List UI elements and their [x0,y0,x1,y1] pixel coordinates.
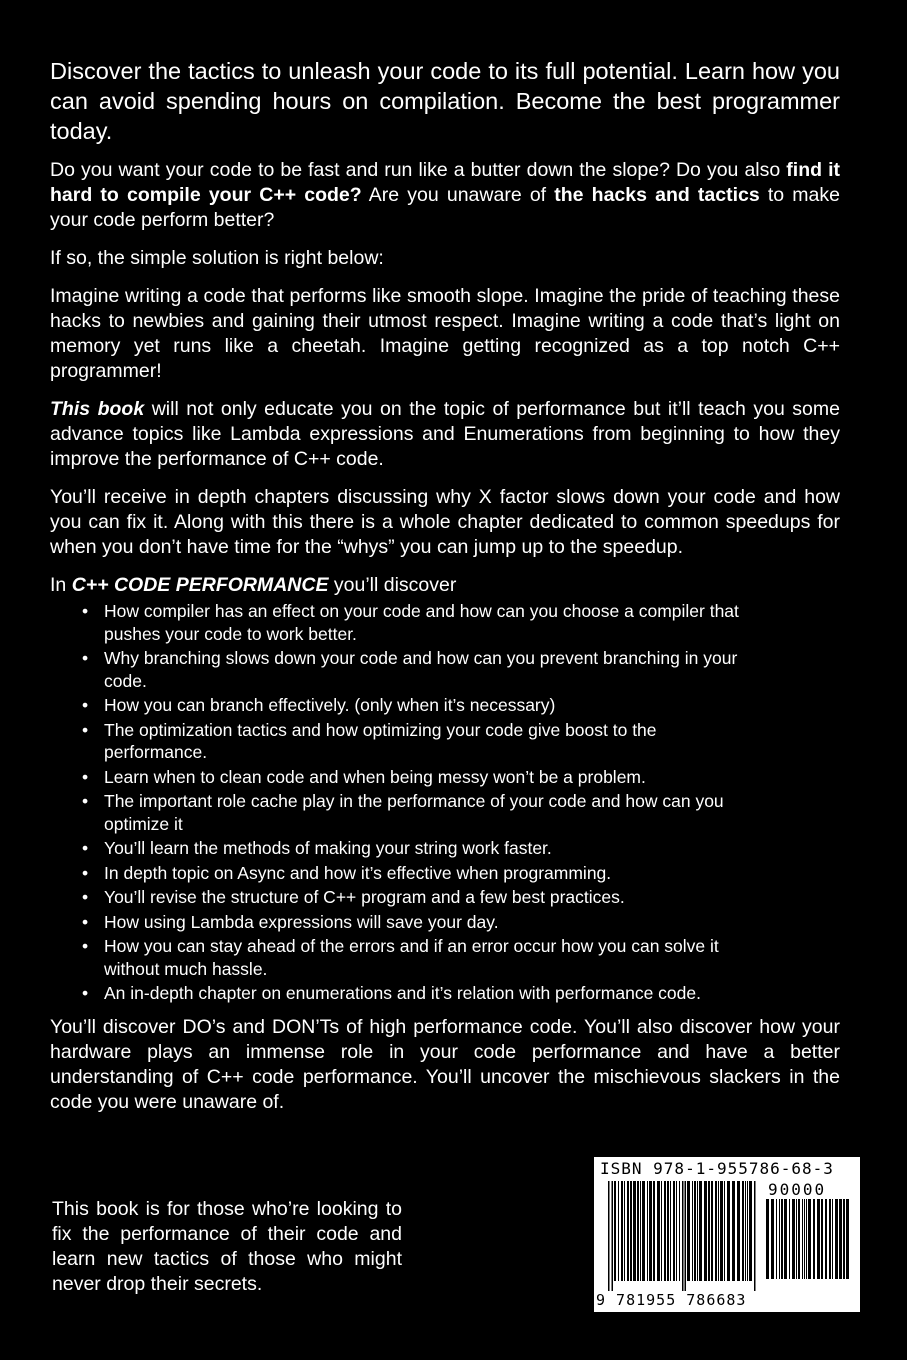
barcode-bar [627,1181,629,1281]
barcode-bar [673,1181,675,1281]
price-addon-label: 90000 [768,1180,827,1199]
question-text-3: to make your code perform better? [50,184,840,231]
list-item: • How you can stay ahead of the errors and if an error occur how you can solve it without much hassle. [82,935,744,980]
question-bold-1: find it hard to compile your C++ code? [50,159,840,206]
barcode-bar [685,1181,687,1291]
barcode-bar [647,1181,648,1281]
list-item: • In depth topic on Async and how it’s effective when programming. [82,862,744,885]
barcode-bar [789,1199,790,1279]
barcode-bar [694,1181,696,1281]
barcode-bar [676,1181,677,1281]
solution-paragraph: If so, the simple solution is right below: [50,247,384,269]
barcode-bar [649,1181,652,1281]
barcode-bar [699,1181,702,1281]
barcode-bar [697,1181,698,1281]
addon-barcode-bars [766,1199,850,1289]
barcode-bar [829,1199,831,1279]
barcode-bar [612,1181,614,1291]
list-item: • Why branching slows down your code and how can you prevent branching in your code. [82,647,744,692]
book-title: C++ CODE PERFORMANCE [71,574,329,596]
isbn-barcode [594,1157,860,1312]
barcode-bar [821,1199,823,1279]
isbn-label: ISBN 978-1-955786-68-3 [600,1159,834,1178]
barcode-bar [642,1181,645,1281]
list-item: • You’ll revise the structure of C++ program and a few best practices. [82,886,744,909]
barcode-bar [813,1199,815,1279]
barcode-bar [708,1181,710,1281]
barcode-bar [621,1181,623,1281]
barcode-bar [825,1199,827,1279]
barcode-bar [687,1181,690,1281]
barcode-bar [846,1199,849,1279]
barcode-bar [843,1199,845,1279]
barcode-bar [754,1181,756,1291]
barcode-bar [633,1181,636,1281]
barcode-bar [618,1181,619,1281]
list-item: • The optimization tactics and how optimizing your code give boost to the performance. [82,719,744,764]
barcode-bar [802,1199,803,1279]
barcode-bar [732,1181,735,1281]
barcode-bar [792,1199,795,1279]
barcode-bar [670,1181,671,1281]
list-item: • How compiler has an effect on your code and how can you choose a compiler that pushes your code to work better. [82,600,744,645]
barcode-bar [776,1199,777,1279]
barcode-bar [727,1181,730,1281]
barcode-bar [640,1181,641,1281]
barcode-bar [667,1181,669,1281]
barcode-bar [661,1181,662,1281]
barcode-bar [720,1181,723,1281]
barcode-bar [724,1181,725,1281]
book-text: will not only educate you on the topic of performance but it’ll teach you some advance topics like Lambda expressions and Enumerations from beginning to how they improve the performance of C++ code. [50,398,840,470]
question-bold-2: the hacks and tactics [554,184,760,206]
barcode-bar [679,1181,680,1281]
barcode-bar [766,1199,769,1279]
book-emphasis: This book [50,398,145,420]
barcode-bar [718,1181,719,1281]
barcode-bar [839,1199,842,1279]
barcode-bar [832,1199,833,1279]
list-item: • An in-depth chapter on enumerations and it’s relation with performance code. [82,982,744,1005]
barcode-bar [614,1181,616,1281]
barcode-bar [817,1199,820,1279]
intro-pre: In [50,574,72,596]
list-item: • The important role cache play in the performance of your code and how can you optimize it [82,790,744,835]
question-text-1: Do you want your code to be fast and run like a butter down the slope? Do you also [50,159,787,181]
barcode-bar [808,1199,811,1279]
barcode-bar [692,1181,693,1281]
question-paragraph [50,158,840,233]
barcode-bar [653,1181,655,1281]
discover-intro [50,573,840,598]
barcode-bar [608,1181,610,1291]
closing-paragraph: You’ll discover DO’s and DON’Ts of high performance code. You’ll also discover how your hardware plays an immense role in your code performance and have a better understanding of C++ code performance. You’ll uncover the mischievous slackers in the code you were unaware of. [50,1015,840,1113]
list-item: • Learn when to clean code and when being messy won’t be a problem. [82,766,744,789]
audience-paragraph: This book is for those who’re looking to fix the performance of their code and learn new tactics of those who might never drop their secrets. [52,1197,402,1295]
barcode-bar [796,1199,797,1279]
ean-number: 9 781955 786683 [596,1291,747,1309]
lead-paragraph: Discover the tactics to unleash your code to its full potential. Learn how you can avoid spending hours on compilation. Become the best programmer today. [50,58,840,144]
barcode-bar [630,1181,632,1281]
barcode-bar [771,1199,774,1279]
barcode-bar [745,1181,746,1281]
barcode-bar [704,1181,707,1281]
barcode-bar [798,1199,800,1279]
barcode-bar [749,1181,752,1281]
question-text-2: Are you unaware of [361,184,555,206]
book-paragraph [50,397,840,472]
barcode-bar [637,1181,639,1281]
barcode-bar [806,1199,807,1279]
barcode-bar [747,1181,748,1281]
barcode-bar [742,1181,744,1281]
barcode-bar [779,1199,780,1279]
feature-list [50,600,840,1005]
barcode-bar [784,1199,787,1279]
barcode-bar [657,1181,660,1281]
list-item: • You’ll learn the methods of making your string work faster. [82,837,744,860]
ean-barcode-bars [608,1181,758,1291]
barcode-bar [715,1181,717,1281]
barcode-bar [624,1181,625,1281]
barcode-bar [711,1181,713,1281]
list-item: • How using Lambda expressions will save your day. [82,911,744,934]
barcode-bar [682,1181,684,1291]
barcode-bar [737,1181,740,1281]
back-cover-text [50,56,840,1128]
list-item: • How you can branch effectively. (only when it’s necessary) [82,694,744,717]
imagine-paragraph: Imagine writing a code that performs like smooth slope. Imagine the pride of teaching these hacks to newbies and gaining their utmost respect. Imagine writing a code that’s light on memory yet runs like a cheetah. Imagine getting recognized as a top notch C++ programmer! [50,285,840,382]
barcode-bar [781,1199,783,1279]
intro-post: you’ll discover [328,574,457,596]
barcode-bar [664,1181,666,1281]
barcode-bar [835,1199,838,1279]
barcode-bar [804,1199,805,1279]
chapters-paragraph: You’ll receive in depth chapters discussing why X factor slows down your code and how you can fix it. Along with this there is a whole chapter dedicated to common speedups for when you don’t have time for the “whys” you can jump up to the speedup. [50,486,840,558]
